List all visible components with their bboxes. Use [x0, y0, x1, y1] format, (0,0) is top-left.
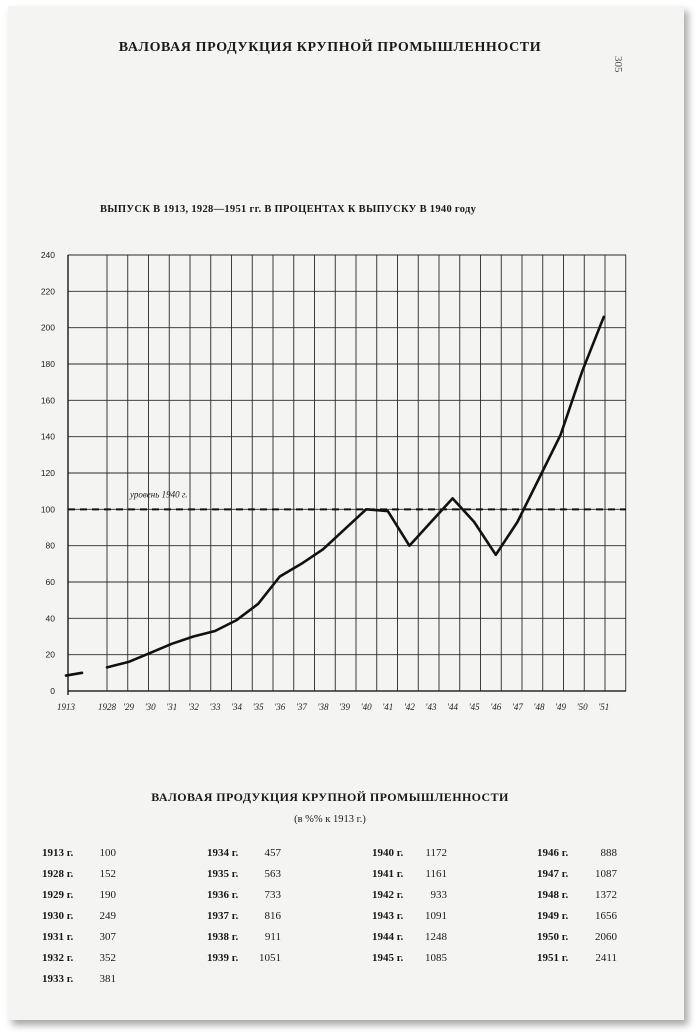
row-value: 2411 [595, 952, 617, 964]
row-value: 100 [99, 847, 116, 859]
y-tick-label: 80 [45, 540, 55, 551]
row-year: 1931 г. [42, 931, 74, 943]
row-year: 1951 г. [537, 952, 569, 964]
row-value: 1172 [425, 847, 447, 859]
row-value: 457 [264, 847, 281, 859]
x-tick-label: 1913 [57, 702, 75, 712]
row-year: 1940 г. [372, 847, 404, 859]
x-tick-label: '48 [533, 702, 545, 712]
row-value: 888 [600, 847, 617, 859]
y-tick-label: 100 [40, 504, 55, 515]
table-row [207, 910, 281, 926]
row-value: 733 [264, 889, 281, 901]
row-year: 1943 г. [372, 910, 404, 922]
x-tick-label: '46 [490, 702, 502, 712]
table-row [537, 910, 617, 926]
row-value: 1087 [595, 868, 617, 880]
x-tick-label: '34 [231, 702, 243, 712]
table-row [372, 952, 447, 968]
table-row [42, 889, 116, 905]
x-tick-label: '32 [187, 702, 199, 712]
row-year: 1942 г. [372, 889, 404, 901]
table-row [537, 868, 617, 884]
row-value: 563 [264, 868, 281, 880]
y-tick-label: 60 [45, 577, 55, 587]
y-tick-label: 220 [40, 286, 55, 297]
y-tick-label: 180 [40, 359, 55, 369]
table-row [42, 847, 116, 863]
row-year: 1949 г. [537, 910, 569, 922]
table-row [207, 889, 281, 905]
x-tick-label: '40 [360, 702, 372, 712]
row-year: 1937 г. [207, 910, 239, 922]
row-year: 1948 г. [537, 889, 569, 901]
row-year: 1946 г. [537, 847, 569, 859]
x-tick-label: '38 [317, 702, 329, 712]
row-year: 1930 г. [42, 910, 74, 922]
row-value: 190 [99, 889, 116, 901]
row-value: 933 [430, 889, 447, 901]
row-value: 249 [99, 910, 116, 922]
table-row [42, 952, 116, 968]
row-year: 1944 г. [372, 931, 404, 943]
table-row [372, 910, 447, 926]
y-tick-label: 140 [40, 431, 55, 442]
row-value: 1051 [259, 952, 281, 964]
row-year: 1934 г. [207, 847, 239, 859]
row-year: 1945 г. [372, 952, 404, 964]
row-value: 1161 [425, 868, 447, 880]
x-tick-label: '47 [511, 702, 523, 712]
table-row [372, 931, 447, 947]
x-tick-label: '42 [403, 702, 415, 712]
row-value: 152 [99, 868, 116, 880]
y-tick-label: 0 [50, 686, 55, 696]
row-value: 381 [99, 973, 116, 985]
y-tick-label: 40 [45, 613, 55, 624]
row-year: 1950 г. [537, 931, 569, 943]
table-row [537, 952, 617, 968]
x-tick-label: '29 [123, 702, 135, 712]
table-row [42, 910, 116, 926]
row-year: 1938 г. [207, 931, 239, 943]
row-value: 1085 [425, 952, 447, 964]
row-year: 1932 г. [42, 952, 74, 964]
row-year: 1928 г. [42, 868, 74, 880]
table-row [207, 952, 281, 968]
x-tick-label: '33 [209, 702, 221, 712]
y-tick-label: 240 [40, 250, 55, 260]
row-value: 1372 [595, 889, 617, 901]
table-row [207, 931, 281, 947]
row-year: 1939 г. [207, 952, 239, 964]
x-tick-label: '36 [274, 702, 286, 712]
x-tick-label: '31 [166, 702, 178, 712]
row-value: 816 [264, 910, 281, 922]
y-tick-label: 200 [40, 322, 55, 333]
x-tick-label: '41 [382, 702, 394, 712]
table-row [537, 847, 617, 863]
page-title: ВАЛОВАЯ ПРОДУКЦИЯ КРУПНОЙ ПРОМЫШЛЕННОСТИ [118, 40, 542, 55]
table-row [537, 931, 617, 947]
table-row [372, 889, 447, 905]
y-tick-label: 160 [40, 395, 55, 406]
x-tick-label: '51 [598, 702, 610, 712]
x-tick-label: '50 [576, 702, 588, 712]
row-year: 1936 г. [207, 889, 239, 901]
y-tick-label: 20 [45, 649, 55, 660]
table-row [372, 868, 447, 884]
row-value: 1248 [425, 931, 447, 943]
table-title: ВАЛОВАЯ ПРОДУКЦИЯ КРУПНОЙ ПРОМЫШЛЕННОСТИ [151, 790, 509, 804]
table-subtitle: (в %% к 1913 г.) [294, 814, 366, 825]
x-tick-label: '49 [555, 702, 567, 712]
row-year: 1935 г. [207, 868, 239, 880]
chart-title: ВЫПУСК В 1913, 1928—1951 гг. В ПРОЦЕНТАХ К ВЫПУСКУ В 1940 году [100, 204, 477, 215]
row-value: 1656 [595, 910, 617, 922]
y-tick-label: 120 [40, 468, 55, 478]
x-tick-label: '44 [447, 702, 459, 712]
table-row [42, 931, 116, 947]
row-value: 2060 [595, 931, 617, 943]
table-row [207, 847, 281, 863]
x-tick-label: '39 [339, 702, 351, 712]
row-year: 1947 г. [537, 868, 569, 880]
row-value: 307 [99, 931, 116, 943]
table-row [372, 847, 447, 863]
table-row [42, 973, 116, 989]
table-row [537, 889, 617, 905]
x-tick-label: '37 [295, 702, 307, 712]
x-tick-label: '43 [425, 702, 437, 712]
table-row [42, 868, 116, 884]
x-tick-label: '45 [468, 702, 480, 712]
page-number: 305 [612, 56, 624, 73]
row-year: 1913 г. [42, 847, 74, 859]
row-value: 1091 [425, 910, 447, 922]
row-year: 1941 г. [372, 868, 404, 880]
table-row [207, 868, 281, 884]
reference-line-label: уровень 1940 г. [130, 489, 188, 500]
row-year: 1929 г. [42, 889, 74, 901]
x-tick-label: 1928 [98, 702, 116, 712]
x-tick-label: '35 [252, 702, 264, 712]
x-tick-label: '30 [144, 702, 156, 712]
row-value: 911 [264, 931, 281, 943]
row-year: 1933 г. [42, 973, 74, 985]
row-value: 352 [99, 952, 116, 964]
